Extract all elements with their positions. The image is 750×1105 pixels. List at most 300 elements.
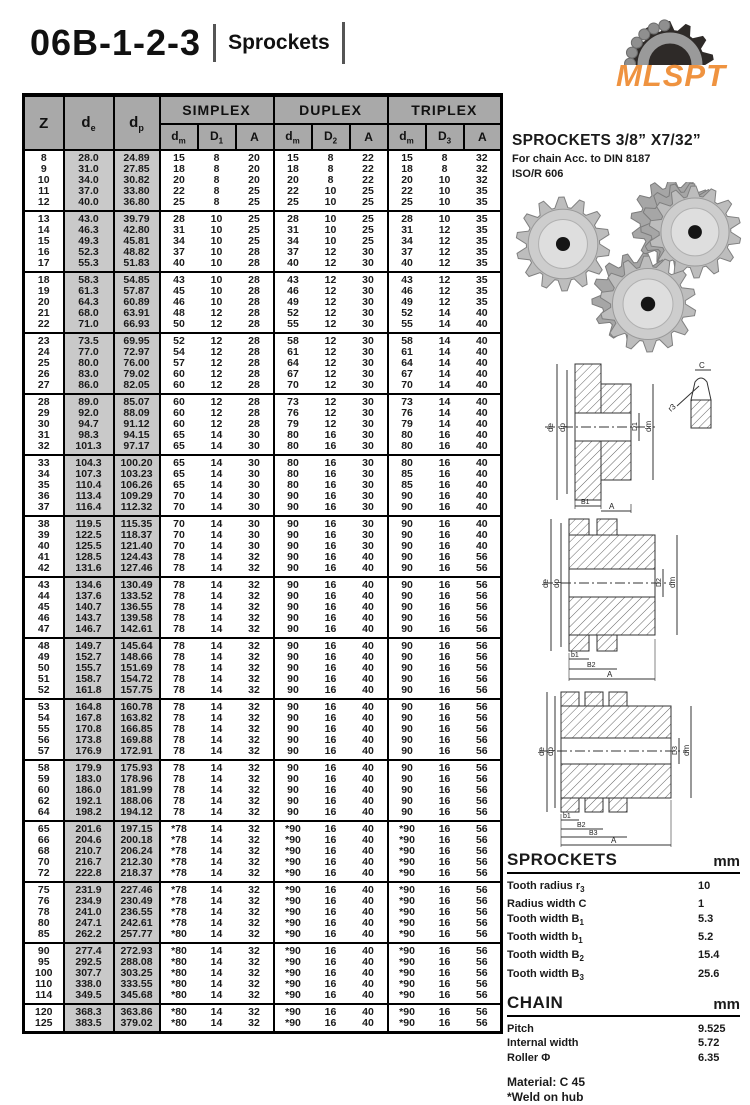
table-cell: 200.18 [114, 835, 160, 846]
table-cell: 35 [475, 185, 488, 197]
table-cell: 14 [210, 518, 223, 530]
table-cell: 65 [173, 429, 185, 441]
table-cell: 78 [173, 734, 185, 746]
table-cell: 85 [401, 479, 413, 491]
table-cell: 307.7 [64, 968, 114, 979]
table-cell: 32 [236, 807, 274, 821]
sprockets-spec-rows [507, 879, 740, 985]
table-cell: 10 [210, 296, 223, 308]
table-cell: 131.6 [64, 563, 114, 577]
table-cell: 16 [438, 712, 451, 724]
row-group [24, 699, 502, 760]
table-cell: 67 [401, 368, 413, 380]
table-cell: 60 [173, 396, 185, 408]
table-cell: 218.37 [114, 868, 160, 882]
table-cell: 16 [324, 651, 337, 663]
table-cell: *90 [399, 917, 415, 929]
table-cell: *80 [171, 928, 187, 940]
table-cell: *78 [171, 906, 187, 918]
table-cell: 90 [401, 501, 413, 513]
table-cell: 16 [324, 562, 337, 574]
spec-label: Tooth width $B_2$ [507, 949, 584, 964]
table-cell: *90 [399, 967, 415, 979]
table-cell: 56 [475, 712, 488, 724]
table-cell: 10 [324, 235, 337, 247]
table-cell: 64.3 [64, 297, 114, 308]
row-group [24, 211, 502, 272]
table-cell: 30 [350, 491, 388, 502]
table-cell: 14 [438, 307, 451, 319]
table-cell: 16 [438, 867, 451, 879]
table-cell: 32 [236, 957, 274, 968]
table-cell: 12 [210, 307, 223, 319]
table-cell: *90 [285, 867, 301, 879]
table-cell: 120 [24, 1004, 64, 1018]
table-cell: 40 [350, 591, 388, 602]
table-cell: 40 [475, 529, 488, 541]
table-cell: 78 [173, 701, 185, 713]
table-cell: 40 [350, 638, 388, 652]
table-cell: 40 [475, 468, 488, 480]
table-row [24, 333, 502, 347]
table-cell: 56 [475, 834, 488, 846]
table-cell: 16 [438, 884, 451, 896]
table-cell: 16 [438, 956, 451, 968]
table-cell: 32 [236, 774, 274, 785]
table-cell: 16 [324, 978, 337, 990]
table-cell: 206.24 [114, 846, 160, 857]
table-cell: 90 [401, 795, 413, 807]
table-cell: 82.05 [114, 380, 160, 394]
spec-label: Pitch [507, 1023, 534, 1036]
table-cell: 52.3 [64, 247, 114, 258]
column-header-z: Z [24, 95, 64, 150]
sprockets-spec-header [507, 850, 740, 874]
table-cell: 16 [438, 623, 451, 635]
table-cell: 148.66 [114, 652, 160, 663]
table-cell: 63.91 [114, 308, 160, 319]
table-cell: 12 [210, 346, 223, 358]
table-cell: 40 [475, 501, 488, 513]
table-cell: 30 [350, 247, 388, 258]
sub-header-dm: $d_m$ [274, 124, 312, 150]
table-cell: 30 [236, 455, 274, 469]
table-cell: 48 [24, 638, 64, 652]
table-cell: 16 [438, 1017, 451, 1029]
table-cell: 43.0 [64, 211, 114, 225]
table-cell: 85 [401, 468, 413, 480]
table-row [24, 577, 502, 591]
table-cell: 30 [350, 502, 388, 516]
table-cell: 60 [24, 785, 64, 796]
table-cell: 34 [401, 235, 413, 247]
dim-B1-label: B1 [581, 499, 590, 506]
table-cell: 14 [210, 590, 223, 602]
table-cell: *78 [171, 823, 187, 835]
table-row [24, 1004, 502, 1018]
table-cell: 38 [24, 516, 64, 530]
chain-standard-line2: ISO/R 606 [512, 168, 564, 180]
table-cell: 56 [475, 745, 488, 757]
table-cell: 222.8 [64, 868, 114, 882]
table-cell: 345.68 [114, 990, 160, 1004]
table-cell: 40 [350, 907, 388, 918]
table-cell: *78 [171, 867, 187, 879]
table-cell: 90 [401, 529, 413, 541]
table-cell: 14 [210, 956, 223, 968]
table-cell: 14 [210, 1006, 223, 1018]
table-cell: 20 [173, 174, 185, 186]
table-cell: 70 [173, 529, 185, 541]
table-cell: 78 [173, 651, 185, 663]
table-cell: 62 [24, 796, 64, 807]
table-cell: 42 [24, 563, 64, 577]
table-cell: 16 [438, 784, 451, 796]
table-cell: 40 [350, 943, 388, 957]
table-cell: 16 [438, 773, 451, 785]
mlspt-logo [592, 18, 748, 94]
table-cell: 14 [210, 845, 223, 857]
dim-A-label: A [607, 670, 613, 679]
table-cell: 12 [324, 396, 337, 408]
table-cell: 257.77 [114, 929, 160, 943]
table-cell: 55 [24, 724, 64, 735]
table-cell: 50 [173, 318, 185, 330]
table-cell: 46 [24, 613, 64, 624]
table-cell: *90 [285, 823, 301, 835]
table-cell: 72 [24, 868, 64, 882]
table-cell: 90 [287, 579, 299, 591]
table-cell: 60.89 [114, 297, 160, 308]
table-row [24, 699, 502, 713]
table-cell: 12 [210, 368, 223, 380]
table-cell: 35 [475, 196, 488, 208]
table-cell: 164.8 [64, 699, 114, 713]
table-cell: 90 [401, 590, 413, 602]
table-cell: 80 [401, 457, 413, 469]
table-cell: 10 [438, 196, 451, 208]
table-cell: 65 [173, 479, 185, 491]
table-cell: 16 [324, 1017, 337, 1029]
table-cell: 98.3 [64, 430, 114, 441]
table-cell: 16 [324, 723, 337, 735]
table-cell: 169.88 [114, 735, 160, 746]
table-cell: 16 [324, 501, 337, 513]
table-row [24, 272, 502, 286]
table-cell: 56 [475, 612, 488, 624]
table-cell: 16 [438, 490, 451, 502]
table-cell: 247.1 [64, 918, 114, 929]
table-cell: 32 [236, 918, 274, 929]
table-row [24, 685, 502, 699]
table-cell: 163.82 [114, 713, 160, 724]
table-cell: 19 [24, 286, 64, 297]
table-cell: 30 [350, 319, 388, 333]
table-cell: 16 [438, 856, 451, 868]
table-cell: 14 [210, 612, 223, 624]
table-cell: 90 [401, 806, 413, 818]
table-cell: 16 [438, 651, 451, 663]
table-cell: 16 [324, 967, 337, 979]
table-row [24, 394, 502, 408]
table-cell: 21 [24, 308, 64, 319]
table-cell: 90 [287, 651, 299, 663]
table-cell: 40 [173, 257, 185, 269]
table-cell: 30 [350, 469, 388, 480]
table-cell: 28 [236, 333, 274, 347]
table-cell: 20 [236, 164, 274, 175]
table-cell: 16 [438, 762, 451, 774]
table-cell: 34 [173, 235, 185, 247]
table-cell: 70 [287, 379, 299, 391]
dim-dm-label: dm [682, 744, 691, 756]
table-cell: 78 [173, 784, 185, 796]
table-cell: 30 [350, 541, 388, 552]
table-cell: 16 [324, 684, 337, 696]
table-cell: 32 [236, 943, 274, 957]
table-cell: 14 [210, 479, 223, 491]
table-cell: 40 [350, 685, 388, 699]
table-cell: 90 [401, 723, 413, 735]
table-cell: 22 [287, 185, 299, 197]
table-row [24, 380, 502, 394]
table-cell: 16 [324, 867, 337, 879]
table-cell: 172.91 [114, 746, 160, 760]
table-cell: *90 [285, 856, 301, 868]
table-cell: 90 [401, 673, 413, 685]
table-cell: 30.82 [114, 175, 160, 186]
table-cell: 56 [475, 1006, 488, 1018]
table-cell: 31 [401, 224, 413, 236]
table-cell: 58 [401, 335, 413, 347]
chain-standard-line1: For chain Acc. to DIN 8187 [512, 153, 651, 165]
table-cell: 40 [350, 957, 388, 968]
table-cell: 12 [324, 257, 337, 269]
dim-B2-label: B2 [577, 822, 586, 829]
table-row [24, 1018, 502, 1033]
table-cell: 28 [236, 247, 274, 258]
table-cell: *90 [399, 867, 415, 879]
table-cell: 241.0 [64, 907, 114, 918]
sub-header-dm: $d_m$ [160, 124, 198, 150]
table-cell: 13 [24, 211, 64, 225]
table-cell: 16 [324, 806, 337, 818]
table-cell: 234.9 [64, 896, 114, 907]
table-cell: 56 [475, 601, 488, 613]
table-row [24, 441, 502, 455]
table-cell: 333.55 [114, 979, 160, 990]
table-cell: 31 [24, 430, 64, 441]
table-cell: 10 [324, 196, 337, 208]
table-cell: 70 [173, 501, 185, 513]
table-cell: 90 [287, 806, 299, 818]
table-row [24, 197, 502, 211]
table-cell: 16 [438, 906, 451, 918]
table-cell: 188.06 [114, 796, 160, 807]
table-cell: 16 [438, 551, 451, 563]
table-cell: 94.15 [114, 430, 160, 441]
table-cell: 119.5 [64, 516, 114, 530]
table-cell: 109.29 [114, 491, 160, 502]
table-cell: 70 [24, 857, 64, 868]
table-cell: 12 [210, 407, 223, 419]
chain-spec-rows [507, 1022, 740, 1065]
table-cell: 166.85 [114, 724, 160, 735]
table-cell: 46 [173, 296, 185, 308]
table-cell: 35 [475, 213, 488, 225]
row-group [24, 821, 502, 882]
table-cell: 16 [324, 734, 337, 746]
table-cell: 71.0 [64, 319, 114, 333]
table-cell: 16 [324, 673, 337, 685]
table-cell: 56 [475, 651, 488, 663]
table-row [24, 516, 502, 530]
table-cell: 57 [24, 746, 64, 760]
table-cell: 90 [287, 551, 299, 563]
table-row [24, 624, 502, 638]
table-cell: 30 [350, 441, 388, 455]
sub-header-d3: $D_3$ [426, 124, 464, 150]
table-cell: 78 [173, 579, 185, 591]
table-cell: 30 [350, 380, 388, 394]
table-cell: 70 [401, 379, 413, 391]
table-cell: 139.58 [114, 613, 160, 624]
table-cell: 37 [173, 246, 185, 258]
table-cell: 12 [210, 357, 223, 369]
spec-row [507, 1022, 740, 1036]
dim-D2-label: D2 [656, 578, 663, 587]
table-cell: 204.6 [64, 835, 114, 846]
table-cell: 28 [236, 408, 274, 419]
table-cell: 10 [438, 213, 451, 225]
table-cell: 32 [236, 746, 274, 760]
table-cell: 14 [210, 684, 223, 696]
table-cell: 18 [24, 272, 64, 286]
table-cell: 16 [324, 945, 337, 957]
table-cell: 90 [287, 734, 299, 746]
sub-header-a: A [464, 124, 502, 150]
table-cell: 22 [350, 175, 388, 186]
table-cell: 110.4 [64, 480, 114, 491]
table-cell: 14 [210, 601, 223, 613]
table-cell: 79 [401, 418, 413, 430]
table-cell: 30 [236, 541, 274, 552]
table-cell: 30 [350, 308, 388, 319]
spec-value: 6.35 [698, 1051, 720, 1064]
table-cell: 16 [324, 884, 337, 896]
table-cell: 12 [324, 318, 337, 330]
sprockets-spec-title: SPROCKETS [507, 850, 618, 869]
table-cell: 20 [287, 174, 299, 186]
table-cell: 16 [438, 701, 451, 713]
table-cell: 18 [287, 163, 299, 175]
table-cell: 16 [438, 518, 451, 530]
table-cell: 56 [475, 967, 488, 979]
table-cell: 272.93 [114, 943, 160, 957]
table-cell: 94.7 [64, 419, 114, 430]
table-cell: 90 [401, 762, 413, 774]
table-cell: 32 [236, 968, 274, 979]
table-cell: 16 [324, 712, 337, 724]
table-cell: 23 [24, 333, 64, 347]
table-cell: 12 [210, 318, 223, 330]
table-cell: 140.7 [64, 602, 114, 613]
table-cell: 30 [350, 419, 388, 430]
table-cell: 80.0 [64, 358, 114, 369]
table-cell: 292.5 [64, 957, 114, 968]
table-cell: 128.5 [64, 552, 114, 563]
table-cell: 16 [324, 601, 337, 613]
table-cell: 55.3 [64, 258, 114, 272]
table-cell: 151.69 [114, 663, 160, 674]
table-cell: 8 [327, 163, 334, 175]
table-cell: 16 [324, 928, 337, 940]
table-cell: 154.72 [114, 674, 160, 685]
table-cell: *90 [399, 906, 415, 918]
table-row [24, 258, 502, 272]
table-cell: 32 [236, 929, 274, 943]
table-cell: 16 [324, 823, 337, 835]
table-cell: 40 [287, 257, 299, 269]
table-cell: 124.43 [114, 552, 160, 563]
table-cell: 55 [401, 318, 413, 330]
table-cell: 78 [173, 762, 185, 774]
table-cell: 16 [24, 247, 64, 258]
row-group [24, 943, 502, 1004]
table-cell: 16 [438, 662, 451, 674]
table-cell: 10 [210, 285, 223, 297]
table-cell: 53 [24, 699, 64, 713]
table-cell: 32 [236, 674, 274, 685]
table-cell: 90 [287, 601, 299, 613]
table-cell: 35 [475, 296, 488, 308]
table-cell: *80 [171, 967, 187, 979]
table-cell: *90 [399, 834, 415, 846]
sub-header-d1: $D_1$ [198, 124, 236, 150]
spec-value: 9.525 [698, 1023, 726, 1036]
table-cell: 12 [324, 335, 337, 347]
table-cell: 28 [236, 319, 274, 333]
table-cell: 32 [236, 685, 274, 699]
table-cell: 8 [24, 150, 64, 164]
table-cell: 40 [350, 713, 388, 724]
table-cell: 32 [236, 907, 274, 918]
table-cell: 56 [475, 917, 488, 929]
table-row [24, 746, 502, 760]
table-cell: 16 [324, 745, 337, 757]
chain-spec-unit: mm [713, 996, 740, 1014]
table-cell: 201.6 [64, 821, 114, 835]
table-cell: 25 [350, 211, 388, 225]
table-cell: 34 [24, 469, 64, 480]
table-cell: 183.0 [64, 774, 114, 785]
table-cell: 16 [324, 490, 337, 502]
table-cell: 30 [236, 469, 274, 480]
table-cell: 30 [350, 333, 388, 347]
table-cell: 24 [24, 347, 64, 358]
table-cell: 142.61 [114, 624, 160, 638]
table-cell: 40 [475, 418, 488, 430]
table-cell: 32 [475, 163, 488, 175]
table-row [24, 807, 502, 821]
table-cell: *78 [171, 856, 187, 868]
table-cell: *90 [285, 884, 301, 896]
material-note [507, 1075, 740, 1105]
weld-note: *Weld on hub [507, 1089, 584, 1104]
table-cell: 32 [236, 882, 274, 896]
dim-A-label: A [611, 836, 617, 845]
table-cell: 16 [324, 845, 337, 857]
